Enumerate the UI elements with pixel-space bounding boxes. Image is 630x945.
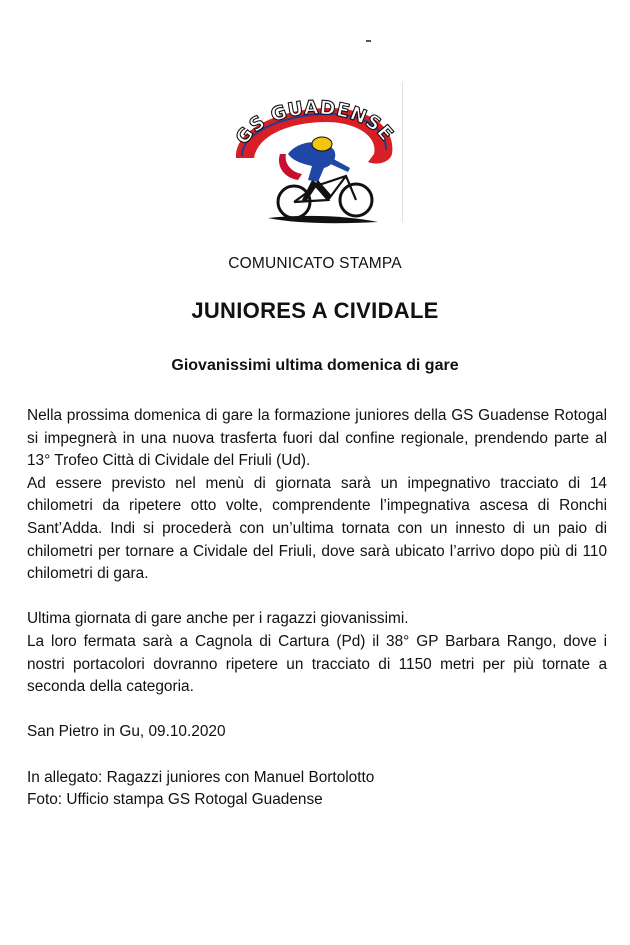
gs-guadense-logo	[228, 96, 398, 226]
svg-text:GS GUADENSE: GS GUADENSE	[231, 96, 398, 149]
attachment-note: In allegato: Ragazzi juniores con Manuel Bortolotto	[27, 768, 375, 786]
paragraph-spacer	[27, 744, 607, 767]
scan-mark	[366, 40, 371, 42]
paragraph-4: La loro fermata sarà a Cagnola di Cartura (Pd) il 38° GP Barbara Rango, dove i nostri portacolori dovranno ripetere un tracciato di 1150 metri per più tornate a seconda della categoria.	[27, 632, 607, 696]
page-title: JUNIORES A CIVIDALE	[191, 298, 439, 323]
paragraph-spacer	[27, 699, 607, 722]
scan-edge-line	[402, 82, 403, 222]
paragraph-3: Ultima giornata di gare anche per i ragazzi giovanissimi.	[27, 610, 409, 628]
photo-credit: Foto: Ufficio stampa GS Rotogal Guadense	[27, 791, 323, 809]
subtitle: Giovanissimi ultima domenica di gare	[171, 357, 459, 374]
article-body	[27, 405, 607, 812]
paragraph-2: Ad essere previsto nel menù di giornata sarà un impegnativo tracciato di 14 chilometri da ripetere otto volte, comprendente l’impegnativa ascesa di Ronchi Sant’Adda. Indi si procederà con un’ultima tornata con un innesto di un paio di chilometri per tornare a Cividale del Friuli, dove sarà ubicato l’arrivo dopo più di 110 chilometri di gara.	[27, 474, 607, 583]
place-date: San Pietro in Gu, 09.10.2020	[27, 723, 226, 741]
press-release-label: COMUNICATO STAMPA	[228, 255, 402, 272]
paragraph-1: Nella prossima domenica di gare la formazione juniores della GS Guadense Rotogal si impegnerà in una nuova trasferta fuori dal confine regionale, prendendo parte al 13° Trofeo Città di Cividale del Friuli (Ud).	[27, 407, 607, 470]
paragraph-spacer	[27, 586, 607, 609]
